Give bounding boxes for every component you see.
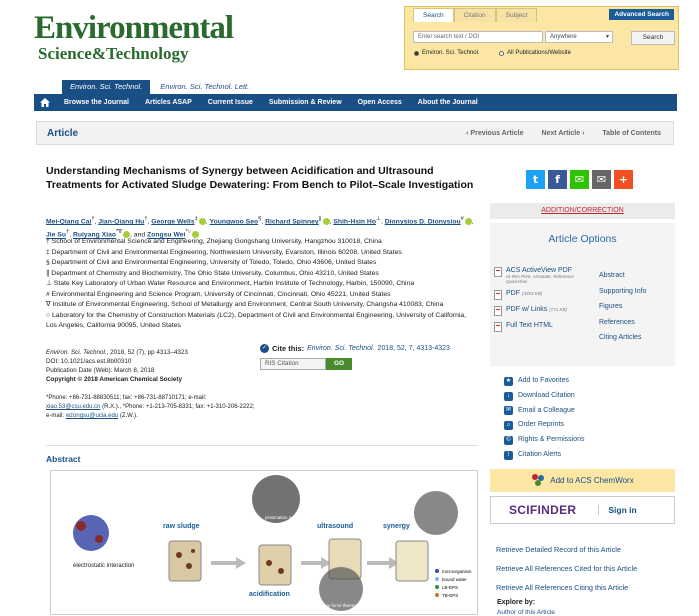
email-link[interactable]: wzongsu@ucla.edu: [65, 413, 119, 419]
author-sup: §: [258, 216, 262, 222]
nav-browse[interactable]: Browse the Journal: [64, 99, 129, 106]
download-options: [494, 267, 594, 338]
nav-asap[interactable]: Articles ASAP: [144, 99, 192, 106]
activeview-pdf-link[interactable]: [494, 267, 594, 284]
affiliation: ○ Laboratory for the Chemistry of Construction Materials (LC2), Department of Civil and Environmental Engineering, University of California, Los Angeles, California 90095, United States: [46, 311, 467, 329]
article-label: Article: [47, 128, 79, 139]
retrieve-references-citing-link[interactable]: Retrieve All References Citing this Article: [496, 583, 629, 592]
next-article-link[interactable]: Next Article ›: [541, 130, 585, 137]
retrieve-references-cited-link[interactable]: Retrieve All References Cited for this Article: [496, 564, 638, 573]
download-citation-link[interactable]: [504, 389, 585, 404]
author-sup: ‡: [194, 216, 198, 222]
search-scope-value: Anywhere: [550, 34, 577, 40]
twitter-icon[interactable]: t: [526, 170, 545, 189]
check-icon: ✓: [261, 345, 268, 351]
option-label: PDF w/ Links: [506, 306, 548, 313]
fig-label-raw: raw sludge: [163, 523, 200, 530]
scifinder-signin-link[interactable]: Sign in: [598, 505, 636, 515]
contact-text: *Phone: +86-731-88830511; fax: +86-731-88710171; e-mail:: [46, 395, 207, 401]
download-icon: ↓: [504, 392, 513, 401]
author-sup: ⊥: [376, 216, 381, 222]
affiliation: † School of Environmental Science and Engineering, Zhejiang Gongshang University, Hangzhou 310018, China: [46, 238, 382, 245]
radio-journal-label: Environ. Sci. Technol.: [422, 50, 480, 56]
beaker-raw: [169, 541, 201, 581]
citing-articles-link[interactable]: Citing Articles: [599, 334, 642, 341]
fig-label-syn: synergy: [383, 523, 410, 530]
corresponding-contact: [46, 394, 256, 421]
facebook-icon[interactable]: f: [548, 170, 567, 189]
publication-date: Publication Date (Web): March 8, 2018: [46, 367, 155, 374]
tool-label: Citation Alerts: [518, 450, 562, 458]
tool-label: Download Citation: [518, 391, 575, 399]
eps-particle: [76, 521, 86, 531]
publication-meta: [46, 348, 256, 384]
cite-label: Cite this:: [272, 344, 305, 353]
journal-name: Environ. Sci. Technol.: [46, 349, 107, 356]
email-colleague-link[interactable]: [504, 404, 585, 419]
journal-tab-est[interactable]: Environ. Sci. Technol.: [62, 80, 150, 94]
microorganism-cluster: [73, 515, 109, 551]
retrieve-detailed-record-link[interactable]: Retrieve Detailed Record of this Article: [496, 545, 621, 554]
arrow: [367, 557, 399, 569]
previous-article-label: Previous Article: [470, 130, 524, 137]
nav-submission[interactable]: Submission & Review: [268, 99, 342, 106]
contact-text: (R.X.)., *Phone: +1-213-705-8331; fax: +1-310-206-2222; e-mail:: [46, 404, 255, 419]
nav-about[interactable]: About the Journal: [417, 99, 478, 106]
legend-item: microorganism: [442, 569, 472, 574]
alert-icon: !: [504, 451, 513, 460]
tool-label: Rights & Permissions: [518, 436, 585, 444]
fig-label-acid: acidification: [249, 591, 290, 598]
journal-logo[interactable]: [34, 10, 234, 74]
html-icon: [494, 322, 502, 332]
fig-label-electrostatic: electrostatic interaction: [73, 563, 135, 569]
abstract-heading: Abstract: [46, 454, 81, 464]
legend-item: TB-EPS: [442, 593, 459, 598]
fig-label-ultra: ultrasound: [317, 523, 354, 530]
main-nav: [34, 94, 677, 111]
home-icon[interactable]: [34, 94, 56, 111]
author-link[interactable]: Youngwoo Seo: [209, 218, 259, 226]
article-tools: [504, 374, 585, 463]
site-header: [0, 0, 699, 94]
section-links: [599, 268, 646, 346]
tab-search[interactable]: Search: [413, 8, 454, 22]
arrow: [211, 557, 246, 569]
copyright: [46, 375, 256, 384]
table-of-contents-link[interactable]: Table of Contents: [602, 130, 661, 137]
author-link[interactable]: Mei-Qiang Cai: [46, 218, 92, 226]
author-link[interactable]: Richard Spinney: [265, 218, 319, 226]
search-tabs: [413, 8, 537, 22]
pdf-icon: [494, 306, 502, 316]
radio-journal[interactable]: [414, 50, 480, 56]
tool-label: Order Reprints: [518, 421, 564, 429]
author-link[interactable]: Jian-Qiang Hu: [98, 218, 145, 226]
citation-export: [260, 358, 480, 370]
author-link[interactable]: Shih-Hsin Ho: [333, 218, 376, 226]
author-sup: *∇: [116, 229, 123, 236]
pdf-icon: [494, 290, 502, 300]
author-sup: †: [91, 216, 95, 222]
radio-all-label: All Publications/Website: [507, 50, 571, 56]
citation-alerts-link[interactable]: [504, 448, 585, 463]
cite-box: [260, 344, 480, 370]
author-link[interactable]: Ruiyang Xiao: [72, 231, 117, 239]
author-sup: †: [144, 216, 148, 222]
author-sup: *○: [185, 229, 192, 236]
references-link[interactable]: References: [599, 318, 635, 326]
wechat-icon[interactable]: ✉: [570, 170, 589, 189]
tab-subject[interactable]: Subject: [496, 8, 538, 22]
figures-link[interactable]: Figures: [599, 303, 623, 310]
search-input[interactable]: Enter search text / DOI: [413, 31, 543, 43]
beaker-synergy: [396, 541, 428, 581]
explore-heading: Explore by:: [497, 599, 536, 606]
doi[interactable]: DOI: 10.1021/acs.est.8b00310: [46, 358, 132, 365]
affiliation: ⊥ State Key Laboratory of Urban Water Resource and Environment, Harbin Institute of Technology, Harbin, 150090, China: [46, 280, 415, 287]
abstract-figure[interactable]: [50, 470, 478, 615]
affiliation: ∥ Department of Chemistry and Biochemistry, The Ohio State University, Columbus, Ohio 43210, United States: [46, 269, 379, 277]
contact-text: (Z.W.).: [119, 413, 138, 419]
logo-line-2: Science&Technology: [38, 44, 189, 63]
nav-current-issue[interactable]: Current Issue: [207, 99, 253, 106]
logo-line-1: Environmental: [34, 10, 234, 46]
article-title: Understanding Mechanisms of Synergy between Acidification and Ultrasound Treatments for Activated Sludge Dewatering: From Bench to Pilot–Scale Investigation: [46, 165, 474, 191]
email-icon[interactable]: ✉: [592, 170, 611, 189]
copyright-text: Copyright © 2018 American Chemical Society: [46, 376, 182, 383]
affiliation: ‡ Department of Civil and Environmental Engineering, Northwestern University, Evanston, Illinois 60208, United States: [46, 248, 402, 256]
search-panel: [404, 6, 679, 70]
plus-icon[interactable]: +: [614, 170, 633, 189]
journal-volume: , 2018, 52 (7), pp 4313–4323: [106, 349, 188, 356]
article-options-heading: Article Options: [548, 233, 617, 245]
advanced-search-button[interactable]: Advanced Search: [609, 9, 674, 20]
tool-label: Add to Favorites: [518, 377, 569, 384]
orcid-icon[interactable]: [323, 218, 330, 225]
cart-icon: ⌂: [504, 421, 513, 430]
tool-label: Email a Colleague: [518, 406, 575, 414]
explore-author-link[interactable]: Author of this Article: [497, 609, 555, 616]
journal-reference: [46, 348, 256, 357]
author-link[interactable]: Jie Su: [46, 231, 67, 239]
cite-journal: Environ. Sci. Technol.: [307, 345, 375, 352]
retrieve-links: [496, 540, 637, 597]
addition-correction-link[interactable]: ADDITION/CORRECTION: [490, 203, 675, 219]
option-note: Hi-Res Print, Annotate, Reference QuickView: [506, 274, 574, 284]
fig-label-shear: shear force thermal effect: [319, 603, 370, 608]
synergy-zoom-circle: [414, 491, 458, 535]
scifinder-box: [490, 496, 675, 524]
pdf-icon: [494, 267, 502, 277]
nav-open-access[interactable]: Open Access: [357, 99, 402, 106]
affiliation: ∇ Institute of Environmental Engineering, School of Metallurgy and Environment, Central South University, Changsha 410083, China: [46, 301, 444, 308]
article-navigation: [466, 130, 661, 137]
orcid-icon[interactable]: [465, 218, 472, 225]
chemworx-label: Add to ACS ChemWorx: [550, 476, 634, 485]
legend-item: bound water: [442, 577, 467, 582]
copyright-icon: ©: [504, 436, 513, 445]
journal-tab-estlett[interactable]: Environ. Sci. Technol. Lett.: [160, 82, 250, 91]
abstract-link[interactable]: Abstract: [599, 272, 625, 279]
chemworx-button[interactable]: [490, 469, 675, 492]
legend-item: LB-EPS: [442, 585, 459, 590]
option-label: ACS ActiveView PDF: [506, 267, 573, 274]
cite-volume: 2018, 52, 7, 4313-4323: [377, 345, 450, 352]
article-header-bar: [36, 121, 674, 145]
author-link[interactable]: Zongsu Wei: [147, 231, 186, 239]
option-note: (771 KB): [549, 307, 567, 312]
eps-particle: [95, 535, 103, 543]
article-options: [490, 223, 675, 366]
go-button[interactable]: GO: [326, 358, 352, 370]
radio-dot-selected: [414, 51, 419, 56]
rights-permissions-link[interactable]: [504, 433, 585, 448]
tab-citation[interactable]: Citation: [454, 8, 496, 22]
affiliation: # Environmental Engineering and Science Program, University of Cincinnati, Cincinnati, Ohio 45221, United States: [46, 290, 391, 298]
arrow: [301, 557, 331, 569]
author-list: Mei-Qiang Cai†, Jian-Qiang Hu†, George Wells‡ , Youngwoo Seo§, Richard Spinney∥ , Shih-Hsin Ho⊥, Dionysios D. Dionysiou# , Jie Su†, Ruiyang Xiao*∇ , and Zongsu Wei*○: [46, 216, 474, 239]
author-sup: #: [460, 216, 464, 222]
journal-tabs: [62, 80, 257, 94]
affiliations: [46, 237, 478, 332]
orcid-icon[interactable]: [199, 218, 206, 225]
author-link[interactable]: Dionysios D. Dionysiou: [384, 218, 461, 226]
option-label: Full Text HTML: [506, 322, 553, 329]
beaker-acid: [259, 545, 291, 585]
order-reprints-link[interactable]: [504, 418, 585, 433]
toc-graphic: [51, 471, 478, 615]
next-article-label: Next Article: [541, 130, 581, 137]
add-favorites-link[interactable]: [504, 374, 585, 389]
radio-dot: [499, 51, 504, 56]
scifinder-logo[interactable]: SCIFINDER: [509, 503, 577, 517]
option-label: PDF: [506, 290, 520, 297]
share-bar: [526, 170, 633, 189]
radio-all[interactable]: [499, 50, 571, 56]
pdf-link[interactable]: [494, 290, 594, 300]
author-sup: ∥: [318, 216, 322, 222]
option-note: (4353 KB): [521, 291, 543, 296]
chemworx-icon: [531, 473, 545, 489]
divider: [46, 445, 478, 446]
affiliation: § Department of Civil and Environmental Engineering, University of Toledo, Toledo, Ohio 43606, United States: [46, 259, 377, 266]
author-link[interactable]: George Wells: [151, 218, 195, 226]
citation-format-select[interactable]: RIS Citation: [260, 358, 326, 370]
supporting-info-link[interactable]: Supporting Info: [599, 287, 647, 295]
chevron-down-icon: ▾: [605, 34, 609, 40]
previous-article-link[interactable]: ‹ Previous Article: [466, 130, 524, 137]
search-button[interactable]: Search: [631, 31, 675, 45]
fig-label-protonation: protonation solubilization hydrolysis: [265, 515, 336, 520]
mail-icon: ✉: [505, 407, 512, 414]
pdf-links-link[interactable]: [494, 306, 594, 316]
author-sup: †: [66, 229, 70, 236]
full-text-html-link[interactable]: [494, 322, 594, 332]
email-link[interactable]: xiao.53@csu.edu.cn: [46, 404, 101, 410]
search-scope-select[interactable]: [545, 31, 613, 43]
star-icon: ★: [505, 377, 512, 384]
cite-line: [260, 344, 480, 353]
